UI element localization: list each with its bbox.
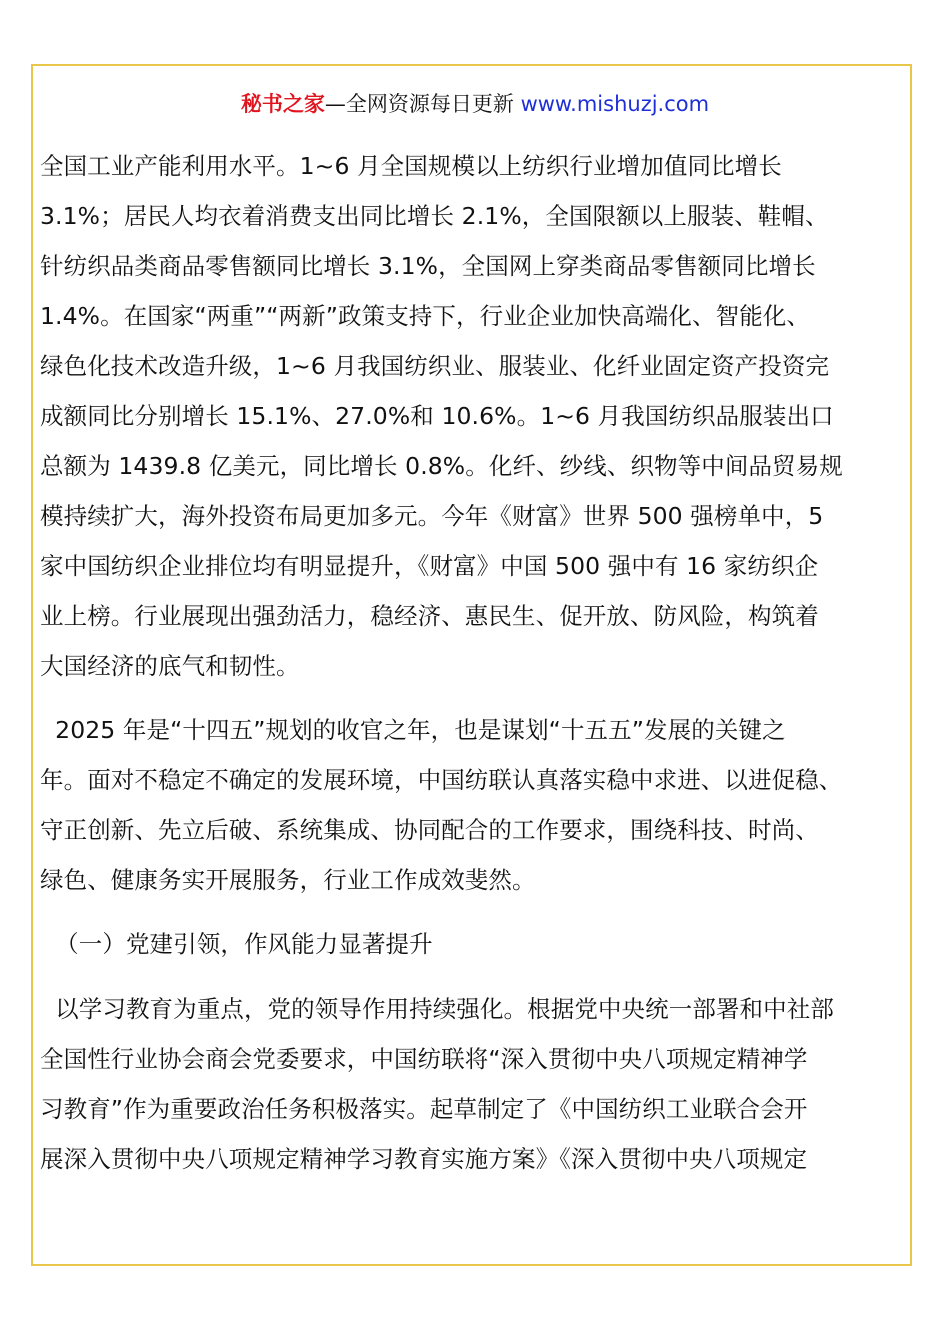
- text-line: 总额为 1439.8 亿美元，同比增长 0.8%。化纤、纱线、织物等中间品贸易规: [40, 452, 843, 480]
- text-line: 全国性行业协会商会党委要求，中国纺联将“深入贯彻中央八项规定精神学: [40, 1045, 808, 1073]
- site-url-link[interactable]: www.mishuzj.com: [520, 92, 710, 116]
- paragraph-spacer: [40, 969, 910, 984]
- document-body: [40, 141, 910, 1184]
- text-line: 1.4%。在国家“两重”“两新”政策支持下，行业企业加快高端化、智能化、: [40, 302, 810, 330]
- site-header: [0, 88, 950, 120]
- text-line: 绿色化技术改造升级，1~6 月我国纺织业、服装业、化纤业固定资产投资完: [40, 352, 830, 380]
- paragraph-2: [40, 705, 910, 905]
- text-line: 家中国纺织企业排位均有明显提升，《财富》中国 500 强中有 16 家纺织企: [40, 552, 819, 580]
- text-line: 年。面对不稳定不确定的发展环境，中国纺联认真落实稳中求进、以进促稳、: [40, 766, 843, 794]
- text-line: 绿色、健康务实开展服务，行业工作成效斐然。: [40, 866, 536, 894]
- text-line: 成额同比分别增长 15.1%、27.0%和 10.6%。1~6 月我国纺织品服装出口: [40, 402, 834, 430]
- text-line: 针纺织品类商品零售额同比增长 3.1%，全国网上穿类商品零售额同比增长: [40, 252, 816, 280]
- paragraph-spacer: [40, 691, 910, 705]
- section-heading: [40, 919, 910, 969]
- text-line: 全国工业产能利用水平。1~6 月全国规模以上纺织行业增加值同比增长: [40, 152, 782, 180]
- brand-name: 秘书之家: [240, 92, 325, 116]
- text-line: 习教育”作为重要政治任务积极落实。起草制定了《中国纺织工业联合会开: [40, 1095, 808, 1123]
- paragraph-3: [40, 984, 910, 1184]
- text-line: 以学习教育为重点，党的领导作用持续强化。根据党中央统一部署和中社部: [40, 995, 834, 1023]
- text-line: 2025 年是“十四五”规划的收官之年，也是谋划“十五五”发展的关键之: [40, 716, 786, 744]
- text-line: 大国经济的底气和韧性。: [40, 652, 300, 680]
- text-line: 模持续扩大，海外投资布局更加多元。今年《财富》世界 500 强榜单中，5: [40, 502, 824, 530]
- paragraph-spacer: [40, 905, 910, 919]
- text-line: 3.1%；居民人均衣着消费支出同比增长 2.1%，全国限额以上服装、鞋帽、: [40, 202, 829, 230]
- text-line: 守正创新、先立后破、系统集成、协同配合的工作要求，围绕科技、时尚、: [40, 816, 819, 844]
- text-line: 展深入贯彻中央八项规定精神学习教育实施方案》《深入贯彻中央八项规定: [40, 1145, 808, 1173]
- header-tagline: —全网资源每日更新: [324, 92, 521, 116]
- paragraph-1: [40, 141, 910, 691]
- text-line: 业上榜。行业展现出强劲活力，稳经济、惠民生、促开放、防风险，构筑着: [40, 602, 819, 630]
- heading-line: （一）党建引领，作风能力显著提升: [40, 930, 433, 958]
